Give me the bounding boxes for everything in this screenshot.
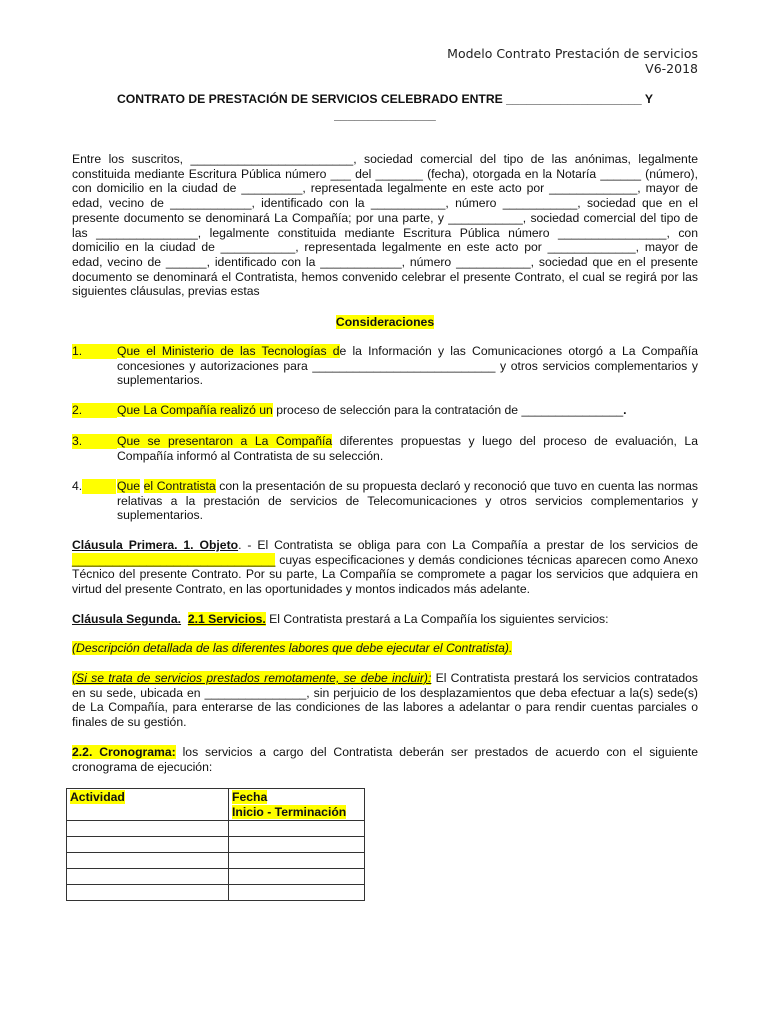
considerations-heading-text: Consideraciones bbox=[335, 315, 435, 329]
consideration-item-2 bbox=[72, 403, 698, 418]
document-header bbox=[447, 46, 698, 76]
remote-services-text: El Contratista prestará los servicios contratados en su sede, ubicada en _______________, sin perjuicio de los desplazamientos que deba efectuar a la(s) sede(s) de La Compañía, para enterarse de las condiciones de las labores a adelantar o para rendir cuentas parciales o finales de su gestión. bbox=[72, 671, 698, 730]
header-model-name: Modelo Contrato Prestación de servicios bbox=[447, 46, 698, 61]
consideration-number-text: 4. bbox=[72, 479, 83, 493]
schedule-table bbox=[66, 788, 365, 901]
consideration-highlight: Que el Ministerio de las Tecnologías d bbox=[117, 344, 340, 358]
consideration-item-3 bbox=[72, 434, 698, 463]
clause-second bbox=[72, 612, 698, 627]
schedule-paragraph bbox=[72, 745, 698, 774]
contract-title bbox=[72, 92, 698, 123]
consideration-rest: diferentes propuestas y luego del proceso de evaluación, La Compañía informó al Contratista de su selección. bbox=[117, 434, 698, 463]
table-cell[interactable] bbox=[67, 885, 229, 901]
header-cell-activity bbox=[67, 789, 229, 821]
schedule-label: 2.2. Cronograma: bbox=[72, 745, 176, 759]
clause-first-text2: cuyas especificaciones y demás condiciones técnicas aparecen como Anexo Técnico del presente Contrato. Por su parte, La Compañía se compromete a pagar los servicios que adquiera en virtud del presente Contrato, en las oportunidades y montos indicados más adelante. bbox=[72, 552, 698, 597]
consideration-number: 1. bbox=[72, 344, 117, 359]
table-row bbox=[67, 821, 365, 837]
clause-first-sep: . - bbox=[238, 538, 258, 552]
table-cell[interactable] bbox=[67, 869, 229, 885]
table-cell[interactable] bbox=[229, 853, 365, 869]
clause-first-blank: ______________________________ bbox=[72, 552, 276, 567]
consideration-text bbox=[117, 344, 698, 388]
considerations-heading bbox=[72, 315, 698, 330]
header-cell-date bbox=[229, 789, 365, 821]
consideration-item-1 bbox=[72, 344, 698, 388]
consideration-rest: e la Información y las Comunicaciones otorgó a La Compañía concesiones y autorizaciones para ___________________________ y otros servicios complementarios y suplementarios. bbox=[117, 344, 698, 388]
schedule-text: los servicios a cargo del Contratista deberán ser prestados de acuerdo con el siguiente cronograma de ejecución: bbox=[72, 745, 698, 774]
consideration-number bbox=[72, 479, 117, 494]
header-date-range-text: Inicio - Terminación bbox=[232, 804, 347, 819]
header-date-text: Fecha bbox=[232, 790, 268, 804]
clause-second-text: El Contratista prestará a La Compañía los siguientes servicios: bbox=[265, 612, 609, 626]
intro-paragraph bbox=[72, 152, 698, 299]
consideration-number: 2. bbox=[72, 403, 117, 418]
contract-title-line2: _______________ bbox=[334, 107, 436, 122]
consideration-highlight: el Contratista bbox=[143, 479, 216, 493]
consideration-number: 3. bbox=[72, 434, 117, 449]
table-cell[interactable] bbox=[67, 853, 229, 869]
consideration-rest: con la presentación de su propuesta declaró y reconoció que tuvo en cuenta las normas relativas a la prestación de servicios de Telecomunicaciones y otros servicios complementarios y suplementarios. bbox=[117, 479, 698, 523]
clause-first-text1: El Contratista se obliga para con La Compañía a prestar de los servicios de bbox=[257, 538, 699, 552]
table-row bbox=[67, 869, 365, 885]
table-row bbox=[67, 837, 365, 853]
consideration-highlight-pre: Que bbox=[117, 479, 141, 493]
consideration-number-highlight bbox=[82, 479, 116, 494]
contract-title-line1: CONTRATO DE PRESTACIÓN DE SERVICIOS CELEBRADO ENTRE ____________________ Y bbox=[117, 92, 653, 106]
table-cell[interactable] bbox=[229, 885, 365, 901]
clause-first bbox=[72, 538, 698, 597]
consideration-highlight: Que La Compañía realizó un bbox=[117, 403, 273, 417]
clause-second-subtitle: 2.1 Servicios. bbox=[187, 612, 266, 626]
remote-services-highlight: (Si se trata de servicios prestados remotamente, se debe incluir): bbox=[72, 671, 432, 685]
table-cell[interactable] bbox=[229, 869, 365, 885]
clause-first-label: Cláusula Primera. 1. Objeto bbox=[72, 538, 239, 552]
services-description bbox=[72, 641, 698, 656]
table-row bbox=[67, 853, 365, 869]
consideration-rest: proceso de selección para la contratación de _______________ bbox=[272, 403, 624, 417]
table-row bbox=[67, 885, 365, 901]
consideration-item-4 bbox=[72, 479, 698, 523]
intro-text: Entre los suscritos, ________________________, sociedad comercial del tipo de las anónimas, legalmente constituida mediante Escritura Pública número ___ del _______ (fecha), otorgada en la Notaría ______ (número), con domicilio en la ciudad de _________, representada legalmente en este acto por _____________, mayor de edad, vecino de ____________, identificado con la ___________, número ___________, sociedad que en el presente documento se denominará La Compañía; por una parte, y ___________, sociedad comercial del tipo de las _______________, legalmente constituida mediante Escritura Pública número ________________, con domicilio en la ciudad de ___________, representada legalmente en este acto por _____________, mayor de edad, vecino de ______, identificado con la ____________, número ___________, sociedad que en el presente documento se denominará el Contratista, hemos convenido celebrar el presente Contrato, el cual se regirá por las siguientes cláusulas, previas estas bbox=[72, 152, 698, 299]
header-version: V6-2018 bbox=[645, 61, 698, 76]
consideration-end: . bbox=[623, 403, 627, 417]
table-cell[interactable] bbox=[67, 821, 229, 837]
consideration-text bbox=[117, 434, 698, 463]
table-cell[interactable] bbox=[229, 837, 365, 853]
table-cell[interactable] bbox=[67, 837, 229, 853]
consideration-text bbox=[117, 403, 698, 418]
table-cell[interactable] bbox=[229, 821, 365, 837]
remote-services-paragraph bbox=[72, 671, 698, 730]
consideration-text bbox=[117, 479, 698, 523]
consideration-highlight: Que se presentaron a La Compañía bbox=[117, 434, 333, 448]
header-activity-text: Actividad bbox=[70, 790, 125, 804]
services-description-text: (Descripción detallada de las diferentes labores que debe ejecutar el Contratista). bbox=[72, 641, 513, 655]
schedule-table-header bbox=[67, 789, 365, 821]
clause-second-label: Cláusula Segunda. bbox=[72, 612, 182, 626]
